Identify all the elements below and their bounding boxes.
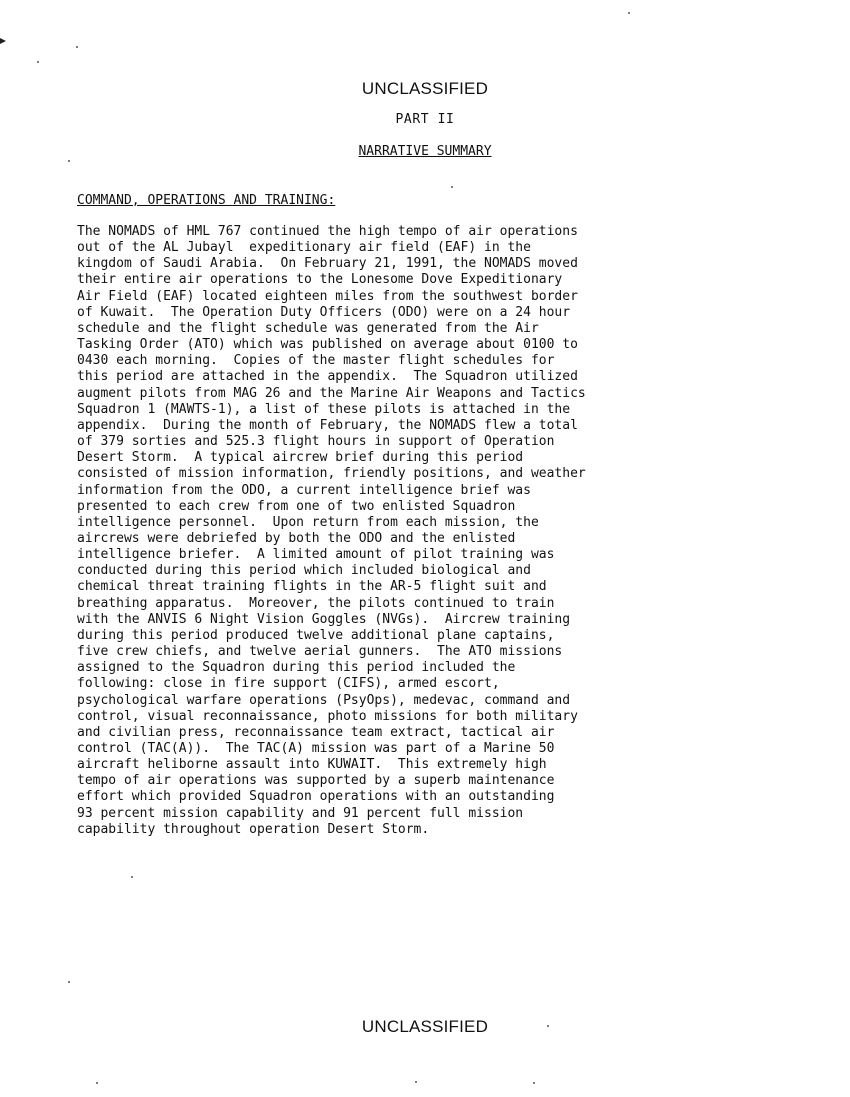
scan-speck xyxy=(415,1081,417,1083)
narrative-line: aircraft heliborne assault into KUWAIT. This extremely high xyxy=(77,757,547,773)
narrative-line: 93 percent mission capability and 91 percent full mission xyxy=(77,805,524,821)
narrative-line: during this period produced twelve additional plane captains, xyxy=(77,627,555,643)
narrative-line: aircrews were debriefed by both the ODO and the enlisted xyxy=(77,530,516,546)
narrative-line: and civilian press, reconnaissance team extract, tactical air xyxy=(77,724,555,740)
narrative-line: five crew chiefs, and twelve aerial gunners. The ATO missions xyxy=(77,644,563,660)
narrative-line: Tasking Order (ATO) which was published on average about 0100 to xyxy=(77,337,578,353)
narrative-line: of Kuwait. The Operation Duty Officers (ODO) were on a 24 hour xyxy=(77,304,571,320)
narrative-line: intelligence briefer. A limited amount of pilot training was xyxy=(77,547,555,563)
narrative-line: assigned to the Squadron during this period included the xyxy=(77,660,516,676)
top-classification: UNCLASSIFIED xyxy=(361,79,489,98)
narrative-line: psychological warfare operations (PsyOps), medevac, command and xyxy=(77,692,571,708)
narrative-line: information from the ODO, a current intelligence brief was xyxy=(77,482,531,498)
narrative-line: The NOMADS of HML 767 continued the high tempo of air operations xyxy=(77,224,578,239)
narrative-line: consisted of mission information, friendly positions, and weather xyxy=(77,466,586,482)
narrative-line: intelligence personnel. Upon return from each mission, the xyxy=(77,514,539,530)
narrative-line: control (TAC(A)). The TAC(A) mission was part of a Marine 50 xyxy=(77,741,555,756)
scan-speck xyxy=(547,1025,549,1027)
bottom-classification: UNCLASSIFIED xyxy=(361,1017,489,1036)
narrative-line: out of the AL Jubayl expeditionary air field (EAF) in the xyxy=(77,240,531,256)
scan-speck xyxy=(76,46,78,48)
scan-corner-mark xyxy=(0,38,6,44)
narrative-line: control, visual reconnaissance, photo missions for both military xyxy=(77,708,578,724)
scan-speck xyxy=(68,160,70,162)
narrative-line: breathing apparatus. Moreover, the pilots continued to train xyxy=(77,595,555,611)
narrative-body xyxy=(77,224,586,838)
narrative-line: Squadron 1 (MAWTS-1), a list of these pilots is attached in the xyxy=(77,401,571,417)
narrative-line: appendix. During the month of February, the NOMADS flew a total xyxy=(77,417,578,433)
scan-speck xyxy=(131,876,133,878)
scan-speck xyxy=(96,1082,98,1084)
narrative-line: Desert Storm. A typical aircrew brief during this period xyxy=(77,450,524,466)
narrative-line: chemical threat training flights in the AR-5 flight suit and xyxy=(77,579,547,595)
narrative-line: presented to each crew from one of two enlisted Squadron xyxy=(77,498,516,514)
narrative-line: conducted during this period which included biological and xyxy=(77,563,531,579)
narrative-line: their entire air operations to the Lonesome Dove Expeditionary xyxy=(77,272,563,288)
narrative-line: Air Field (EAF) located eighteen miles from the southwest border xyxy=(77,288,578,304)
narrative-line: schedule and the flight schedule was generated from the Air xyxy=(77,320,539,336)
scan-speck xyxy=(628,12,630,14)
section-heading: COMMAND, OPERATIONS AND TRAINING: xyxy=(77,193,336,208)
scan-speck xyxy=(533,1082,535,1084)
document-title: NARRATIVE SUMMARY xyxy=(358,144,492,159)
narrative-line: capability throughout operation Desert Storm. xyxy=(77,821,430,837)
scan-speck xyxy=(451,186,453,188)
scan-speck xyxy=(37,61,39,63)
narrative-line: kingdom of Saudi Arabia. On February 21, 1991, the NOMADS moved xyxy=(77,256,578,272)
part-label: PART II xyxy=(395,112,455,127)
narrative-line: tempo of air operations was supported by a superb maintenance xyxy=(77,773,555,789)
narrative-line: this period are attached in the appendix. The Squadron utilized xyxy=(77,369,578,385)
narrative-line: following: close in fire support (CIFS), armed escort, xyxy=(77,676,500,692)
scan-speck xyxy=(68,981,70,983)
narrative-line: augment pilots from MAG 26 and the Marine Air Weapons and Tactics xyxy=(77,385,586,401)
narrative-line: 0430 each morning. Copies of the master flight schedules for xyxy=(77,353,555,369)
narrative-line: with the ANVIS 6 Night Vision Goggles (NVGs). Aircrew training xyxy=(77,611,571,627)
narrative-line: of 379 sorties and 525.3 flight hours in support of Operation xyxy=(77,434,555,450)
narrative-line: effort which provided Squadron operations with an outstanding xyxy=(77,789,555,805)
